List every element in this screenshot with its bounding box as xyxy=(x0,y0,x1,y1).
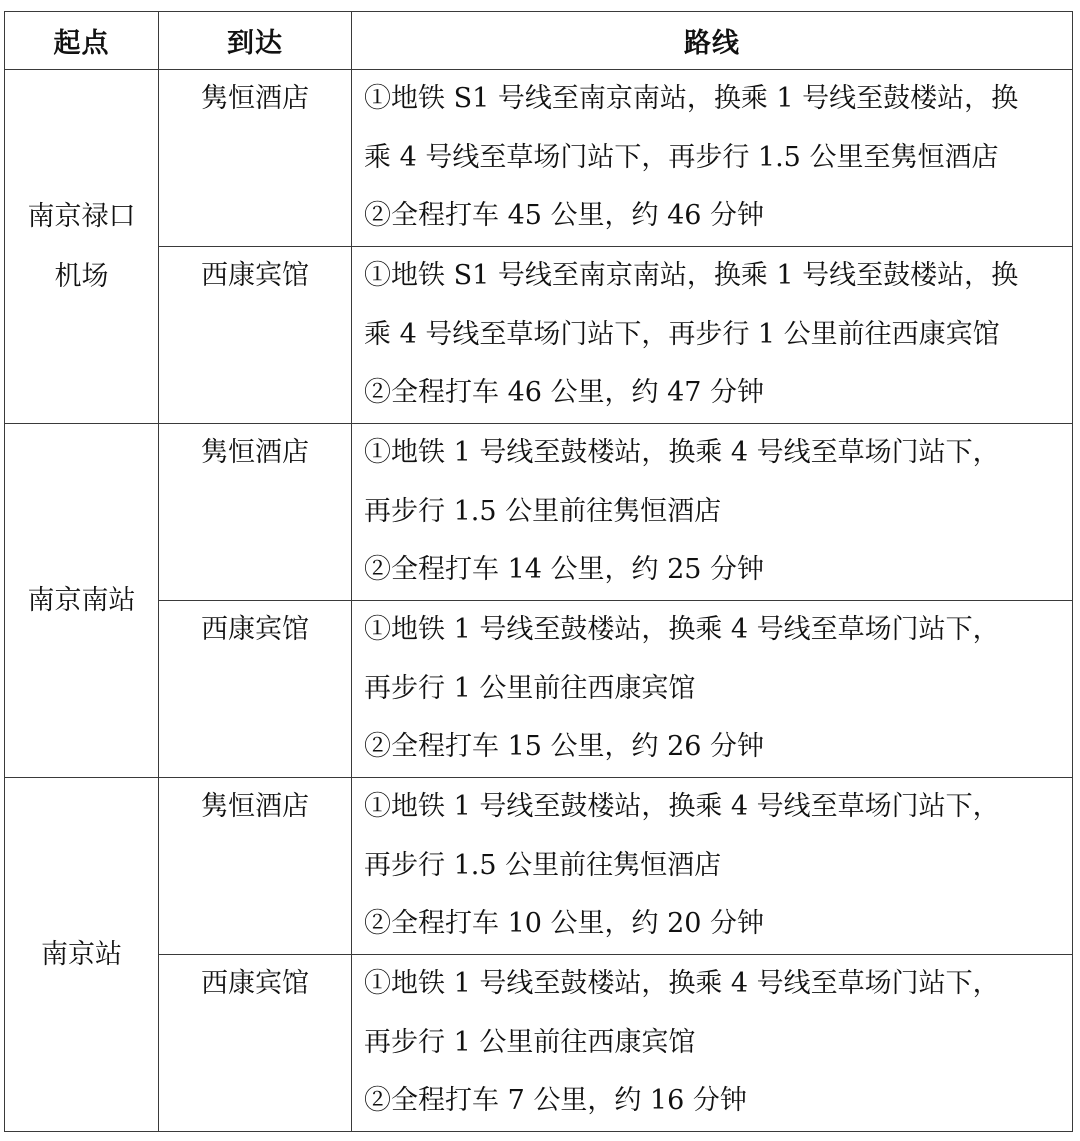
route-line: ①地铁 1 号线至鼓楼站，换乘 4 号线至草场门站下， xyxy=(364,791,1000,822)
route-line: ①地铁 1 号线至鼓楼站，换乘 4 号线至草场门站下， xyxy=(364,437,1000,468)
table-row xyxy=(5,247,1073,424)
destination-cell: 隽恒酒店 xyxy=(159,70,352,247)
route-cell xyxy=(352,778,1073,955)
table-row xyxy=(5,70,1073,247)
route-cell xyxy=(352,247,1073,424)
route-line: ②全程打车 7 公里，约 16 分钟 xyxy=(364,1085,747,1116)
route-line: ①地铁 S1 号线至南京南站，换乘 1 号线至鼓楼站，换 xyxy=(364,260,1019,291)
destination-cell: 西康宾馆 xyxy=(159,247,352,424)
route-cell xyxy=(352,424,1073,601)
header-origin: 起点 xyxy=(5,12,159,70)
route-line: 再步行 1.5 公里前往隽恒酒店 xyxy=(364,495,722,527)
route-line: ①地铁 1 号线至鼓楼站，换乘 4 号线至草场门站下， xyxy=(364,614,1000,645)
route-cell xyxy=(352,955,1073,1132)
header-row xyxy=(5,12,1073,70)
table-row xyxy=(5,955,1073,1132)
route-line: ②全程打车 46 公里，约 47 分钟 xyxy=(364,377,765,408)
route-cell xyxy=(352,601,1073,778)
route-line: 再步行 1 公里前往西康宾馆 xyxy=(364,672,696,704)
route-line: 乘 4 号线至草场门站下，再步行 1 公里前往西康宾馆 xyxy=(364,318,1000,350)
table-row xyxy=(5,424,1073,601)
header-destination: 到达 xyxy=(159,12,352,70)
route-cell xyxy=(352,70,1073,247)
origin-cell: 南京南站 xyxy=(5,424,159,778)
route-line: 乘 4 号线至草场门站下，再步行 1.5 公里至隽恒酒店 xyxy=(364,141,999,173)
destination-cell: 隽恒酒店 xyxy=(159,424,352,601)
route-line: ②全程打车 10 公里，约 20 分钟 xyxy=(364,908,765,939)
route-line: ②全程打车 45 公里，约 46 分钟 xyxy=(364,200,765,231)
header-route: 路线 xyxy=(352,12,1073,70)
table-row xyxy=(5,778,1073,955)
origin-cell: 南京禄口机场 xyxy=(5,70,159,424)
route-table xyxy=(4,11,1073,1132)
route-line: ②全程打车 14 公里，约 25 分钟 xyxy=(364,554,765,585)
destination-cell: 西康宾馆 xyxy=(159,955,352,1132)
table-row xyxy=(5,601,1073,778)
route-line: ①地铁 S1 号线至南京南站，换乘 1 号线至鼓楼站，换 xyxy=(364,83,1019,114)
origin-cell: 南京站 xyxy=(5,778,159,1132)
route-line: ①地铁 1 号线至鼓楼站，换乘 4 号线至草场门站下， xyxy=(364,968,1000,999)
destination-cell: 隽恒酒店 xyxy=(159,778,352,955)
route-line: ②全程打车 15 公里，约 26 分钟 xyxy=(364,731,765,762)
route-line: 再步行 1 公里前往西康宾馆 xyxy=(364,1026,696,1058)
route-line: 再步行 1.5 公里前往隽恒酒店 xyxy=(364,849,722,881)
destination-cell: 西康宾馆 xyxy=(159,601,352,778)
